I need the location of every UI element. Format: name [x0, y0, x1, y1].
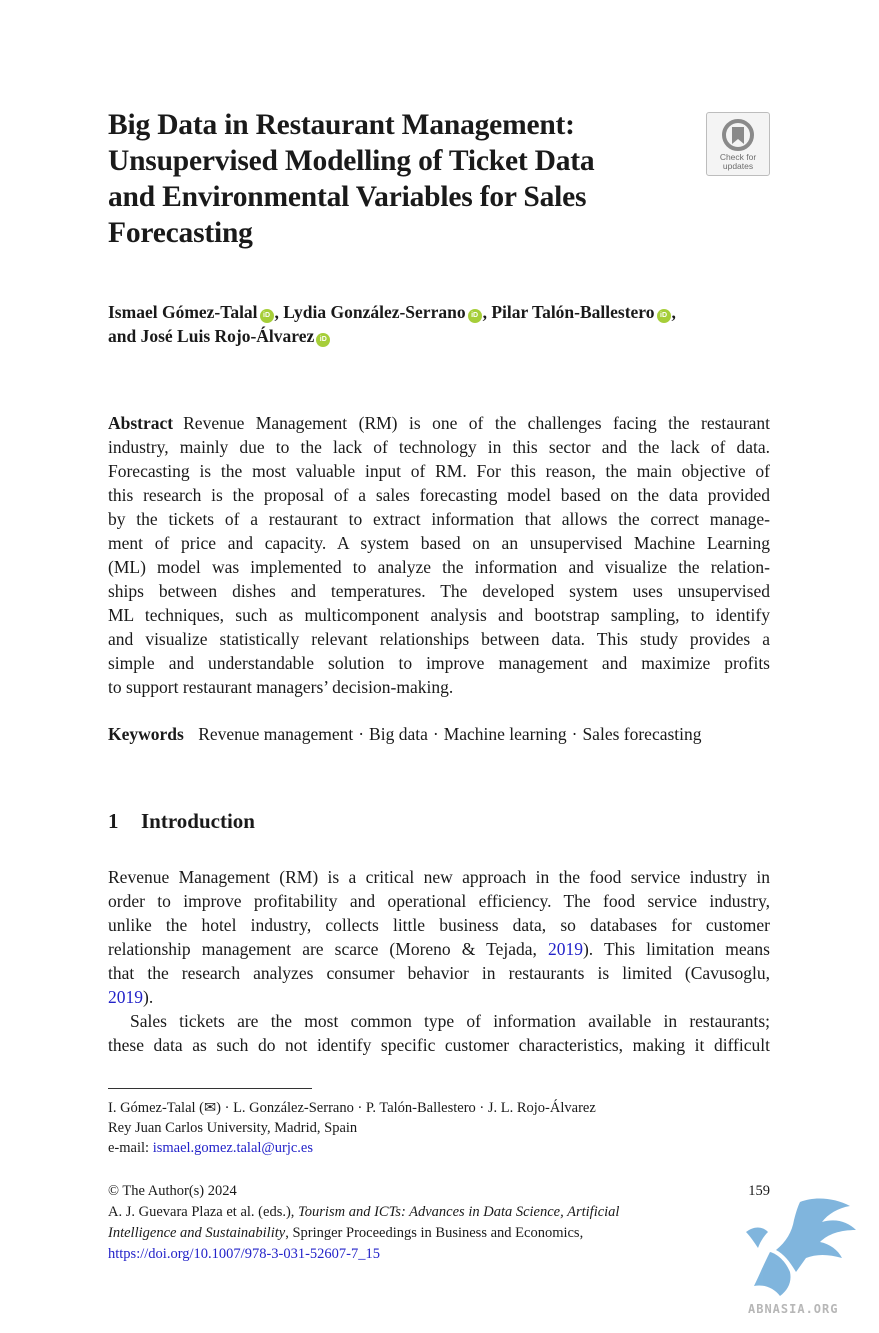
copyright-block [108, 1181, 770, 1265]
keywords [108, 722, 770, 746]
body-line: Sales tickets are the most common type of information available in restaurants; [130, 1011, 770, 1031]
abstract [108, 411, 770, 699]
abstract-line: simple and understandable solution to improve management and maximize profits [108, 653, 770, 673]
body-line: 2019). [108, 987, 154, 1007]
abstract-line: Abstract Revenue Management (RM) is one of the challenges facing the restaurant [108, 413, 770, 433]
watermark-text: ABNASIA.ORG [748, 1302, 839, 1316]
badge-line-1: Check for [719, 152, 757, 162]
orcid-icon[interactable]: iD [468, 309, 482, 323]
keyword-separator: · [432, 724, 439, 744]
abstract-line: Forecasting is the most valuable input of RM. For this reason, the main objective of [108, 461, 770, 481]
doi-line [108, 1244, 770, 1265]
badge-text [707, 153, 769, 171]
keyword: Big data [369, 724, 428, 744]
abstract-line: ships between dishes and temperatures. The developed system uses unsupervised [108, 581, 770, 601]
citation-line: Intelligence and Sustainability, Springer Proceedings in Business and Economics, [108, 1225, 584, 1241]
abstract-line: ML techniques, such as multicomponent analysis and bootstrap sampling, to identify [108, 605, 770, 625]
author-name: Pilar Talón-Ballestero [491, 302, 655, 322]
orcid-icon[interactable]: iD [316, 333, 330, 347]
abstract-line: to support restaurant managers’ decision-making. [108, 677, 454, 697]
body-line: relationship management are scarce (Moreno & Tejada, 2019). This limitation means [108, 939, 770, 959]
citation-link[interactable]: 2019 [108, 987, 143, 1007]
abstract-line: industry, mainly due to the lack of technology in this sector and the lack of data. [108, 437, 770, 457]
body-line: unlike the hotel industry, collects little business data, so databases for customer [108, 915, 770, 935]
copyright-line: © The Author(s) 2024 [108, 1183, 237, 1199]
author-conjunction: and [108, 326, 137, 346]
author-line-1: Ismael Gómez-Talal iD , Lydia González-Serrano iD , Pilar Talón-Ballestero iD , [108, 302, 676, 322]
author-name: José Luis Rojo-Álvarez [140, 326, 315, 346]
email-link[interactable]: ismael.gomez.talal@urjc.es [152, 1140, 314, 1156]
title-line: Unsupervised Modelling of Ticket Data [108, 145, 595, 177]
abstract-line: and visualize statistically relevant relationships between data. This study provides a [108, 629, 770, 649]
body-line: order to improve profitability and operational efficiency. The food service industry, [108, 891, 770, 911]
bookmark-ring-icon [721, 118, 755, 152]
keywords-label: Keywords [108, 724, 184, 744]
badge-line-2: updates [722, 161, 754, 171]
footnote-names: I. Gómez-Talal (✉) · L. González-Serrano · P. Talón-Ballestero · J. L. Rojo-Álvarez [108, 1100, 596, 1116]
keyword: Machine learning [443, 724, 567, 744]
citation-link[interactable]: 2019 [547, 939, 583, 959]
footnote-email-line: e-mail: ismael.gomez.talal@urjc.es [108, 1140, 314, 1156]
title-line: Big Data in Restaurant Management: [108, 109, 575, 141]
section-heading [108, 807, 255, 835]
doi-link[interactable]: https://doi.org/10.1007/978-3-031-52607-7_15 [108, 1246, 381, 1262]
section-number: 1 [108, 809, 119, 833]
body-line: that the research analyzes consumer behavior in restaurants is limited (Cavusoglu, [108, 963, 770, 983]
orcid-icon[interactable]: iD [260, 309, 274, 323]
author-name: Ismael Gómez-Talal [108, 302, 258, 322]
abstract-label: Abstract [108, 413, 174, 433]
author-list [108, 300, 770, 348]
page-number: 159 [748, 1183, 770, 1199]
abstract-line: by the tickets of a restaurant to extract information that allows the correct manage- [108, 509, 770, 529]
keyword-separator: · [358, 724, 365, 744]
footnote-affiliation: Rey Juan Carlos University, Madrid, Spain [108, 1120, 358, 1136]
paper-title [108, 107, 668, 251]
abstract-line: (ML) model was implemented to analyze the information and visualize the relation- [108, 557, 770, 577]
check-for-updates-badge[interactable] [706, 112, 770, 176]
author-footnote [108, 1098, 770, 1158]
author-line-2 [108, 324, 770, 348]
title-line: Forecasting [108, 217, 253, 249]
abstract-line: this research is the proposal of a sales forecasting model based on the data provided [108, 485, 770, 505]
abstract-line: ment of price and capacity. A system based on an unsupervised Machine Learning [108, 533, 770, 553]
citation-line: A. J. Guevara Plaza et al. (eds.), Tourism and ICTs: Advances in Data Science, Artificial [108, 1204, 620, 1220]
footnote-rule [108, 1088, 312, 1089]
author-name: Lydia González-Serrano [283, 302, 466, 322]
title-line: and Environmental Variables for Sales [108, 181, 587, 213]
keyword-separator: · [571, 724, 578, 744]
griffin-watermark-icon [740, 1192, 860, 1302]
introduction-text [108, 865, 770, 1057]
keyword: Sales forecasting [582, 724, 702, 744]
keyword: Revenue management [198, 724, 354, 744]
orcid-icon[interactable]: iD [657, 309, 671, 323]
body-line: these data as such do not identify specific customer characteristics, making it difficult [108, 1035, 770, 1055]
section-title: Introduction [141, 809, 255, 833]
body-line: Revenue Management (RM) is a critical new approach in the food service industry in [108, 867, 770, 887]
